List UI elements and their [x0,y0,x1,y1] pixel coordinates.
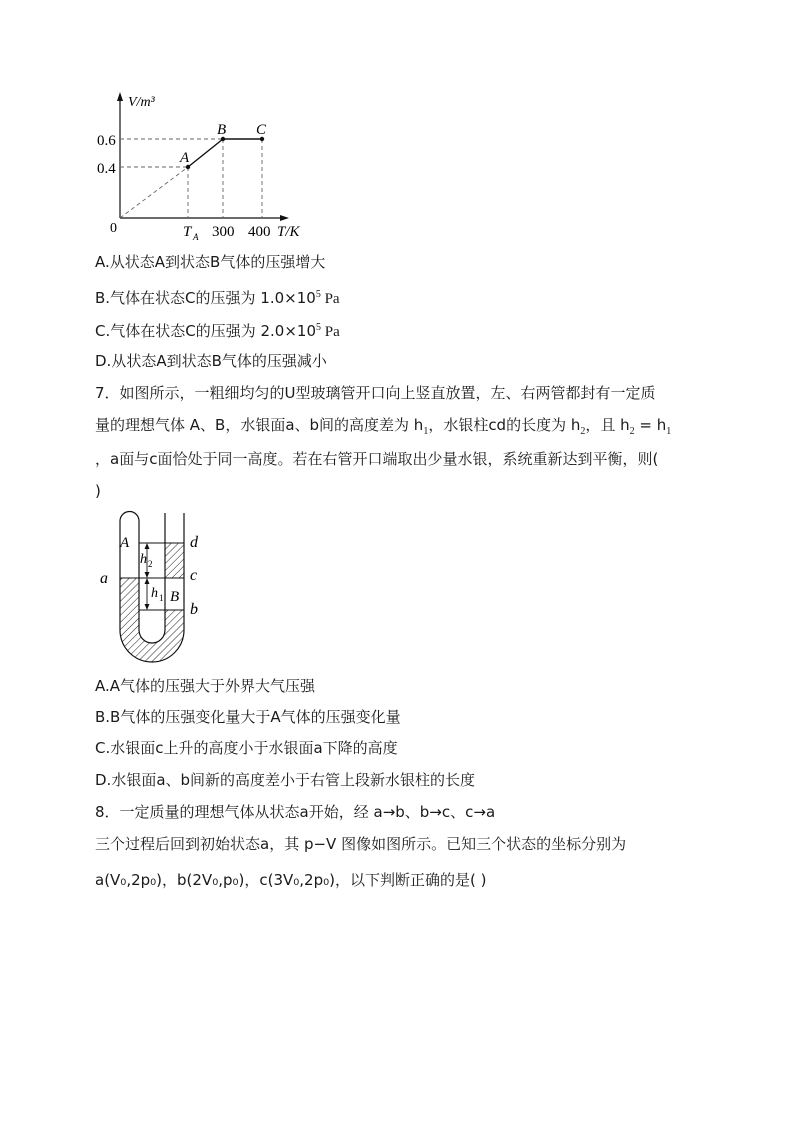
q7-option-b: B.B气体的压强变化量大于A气体的压强变化量 [95,708,401,726]
q7-line-2-b: ，水银柱cd的长度为 h [428,416,581,434]
u-tube-diagram [100,512,199,663]
x-tick-400: 400 [248,224,271,240]
graph-process-line [188,139,262,167]
q7-line-2-sub3: 2 [629,426,635,437]
q6-option-d: D.从状态A到状态B气体的压强减小 [95,352,327,370]
q6-option-c [95,318,340,342]
q7-line-2-sub1: 1 [423,426,429,437]
q8-line-1: 8．一定质量的理想气体从状态a开始，经 a→b、b→c、c→a [95,803,496,821]
q6-option-b-unit: Pa [320,291,340,307]
h1-label: h [151,586,158,601]
graph-dashed-guides [120,139,262,218]
q7-line-2-sub4: 1 [666,426,672,437]
level-b-label: b [190,601,198,618]
q7-option-a: A.A气体的压强大于外界大气压强 [95,677,316,695]
y-axis-label: V/m³ [128,95,155,110]
y-tick-06: 0.6 [97,133,116,149]
x-tick-300: 300 [212,224,235,240]
q8-line-2: 三个过程后回到初始状态a，其 p−V 图像如图所示。已知三个状态的坐标分别为 [95,835,627,853]
h1-sub-label: 1 [159,593,164,603]
q7-line-2-a: 量的理想气体 A、B，水银面a、b间的高度差为 h [95,416,424,434]
h2-label: h [140,552,147,567]
gas-a-label: A [120,535,130,551]
q6-option-a: A.从状态A到状态B气体的压强增大 [95,253,326,271]
q6-option-c-exp: 5 [316,322,321,333]
q7-line-4: ) [95,482,101,500]
q6-option-b-text: B.气体在状态C的压强为 1.0×10 [95,289,316,307]
q6-option-c-text: C.气体在状态C的压强为 2.0×10 [95,322,316,340]
x-tick-ta: T [183,224,192,240]
q6-option-b-exp: 5 [315,289,321,300]
q7-line-3: ，a面与c面恰处于同一高度。若在右管开口端取出少量水银，系统重新达到平衡，则( [95,450,659,468]
q7-option-c: C.水银面c上升的高度小于水银面a下降的高度 [95,739,398,757]
point-b-label: B [217,122,227,138]
q6-option-c-unit: Pa [321,324,340,340]
graph-axes [117,92,289,221]
gas-b-label: B [170,589,180,605]
origin-label: 0 [110,221,117,236]
q7-line-2-d: = h [634,416,667,434]
level-d-label: d [190,534,198,551]
x-axis-label: T/K [277,224,300,240]
q7-line-2 [95,415,671,442]
q7-option-d: D.水银面a、b间新的高度差小于右管上段新水银柱的长度 [95,771,476,789]
q6-option-b [95,285,340,309]
level-a-label: a [100,570,108,587]
y-tick-04: 0.4 [97,161,116,177]
point-c-label: C [256,122,267,138]
q7-line-1: 7．如图所示，一粗细均匀的U型玻璃管开口向上竖直放置，左、右两管都封有一定质 [95,384,656,402]
level-c-label: c [190,567,198,584]
q7-line-2-sub2: 2 [580,426,586,437]
h2-sub-label: 2 [148,559,153,569]
q7-line-2-c: ，且 h [585,416,630,434]
q8-line-3: a(V₀,2p₀)，b(2V₀,p₀)，c(3V₀,2p₀)，以下判断正确的是( ) [95,871,487,889]
x-tick-ta-sub: A [193,232,199,242]
point-a-label: A [180,150,190,166]
